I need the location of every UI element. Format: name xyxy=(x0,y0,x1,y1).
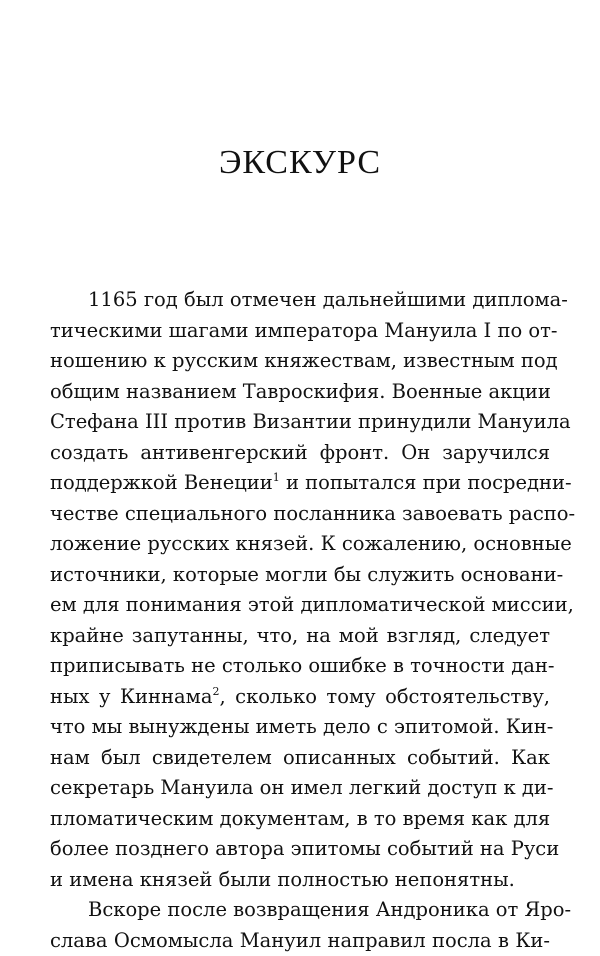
text-segment: , сколько тому обстоятельству, xyxy=(219,685,550,708)
text-line: крайне запутанны, что, на мой взгляд, следует xyxy=(50,621,550,652)
chapter-heading: ЭКСКУРС xyxy=(0,143,600,183)
text-segment: ных у Киннама xyxy=(50,685,212,708)
body-text xyxy=(50,285,550,956)
text-line: Вскоре после возвращения Андроника от Яро- xyxy=(50,895,550,926)
text-line: Стефана III против Византии принудили Мануила xyxy=(50,407,550,438)
text-line: что мы вынуждены иметь дело с эпитомой. Кин- xyxy=(50,712,550,743)
text-segment: и попытался при посредни- xyxy=(280,471,572,494)
text-line: тическими шагами императора Мануила I по от- xyxy=(50,316,550,347)
text-line: нам был свидетелем описанных событий. Как xyxy=(50,743,550,774)
text-line: 1165 год был отмечен дальнейшими диплома- xyxy=(50,285,550,316)
text-line: и имена князей были полностью непонятны. xyxy=(50,865,550,896)
footnote-ref-2: 2 xyxy=(212,685,219,698)
footnote-ref-1: 1 xyxy=(273,471,280,484)
text-line: более позднего автора эпитомы событий на Руси xyxy=(50,834,550,865)
text-line: создать антивенгерский фронт. Он заручился xyxy=(50,438,550,469)
text-line: источники, которые могли бы служить основани- xyxy=(50,560,550,591)
text-line: общим названием Тавроскифия. Военные акции xyxy=(50,377,550,408)
text-line: пломатическим документам, в то время как для xyxy=(50,804,550,835)
text-line xyxy=(50,468,550,499)
text-line xyxy=(50,682,550,713)
text-line: приписывать не столько ошибке в точности дан- xyxy=(50,651,550,682)
text-line: секретарь Мануила он имел легкий доступ к ди- xyxy=(50,773,550,804)
text-line: ем для понимания этой дипломатической миссии, xyxy=(50,590,550,621)
text-line: ношению к русским княжествам, известным под xyxy=(50,346,550,377)
text-segment: поддержкой Венеции xyxy=(50,471,273,494)
text-line: честве специального посланника завоевать распо- xyxy=(50,499,550,530)
text-line: слава Осмомысла Мануил направил посла в Ки- xyxy=(50,926,550,956)
text-line: ложение русских князей. К сожалению, основные xyxy=(50,529,550,560)
